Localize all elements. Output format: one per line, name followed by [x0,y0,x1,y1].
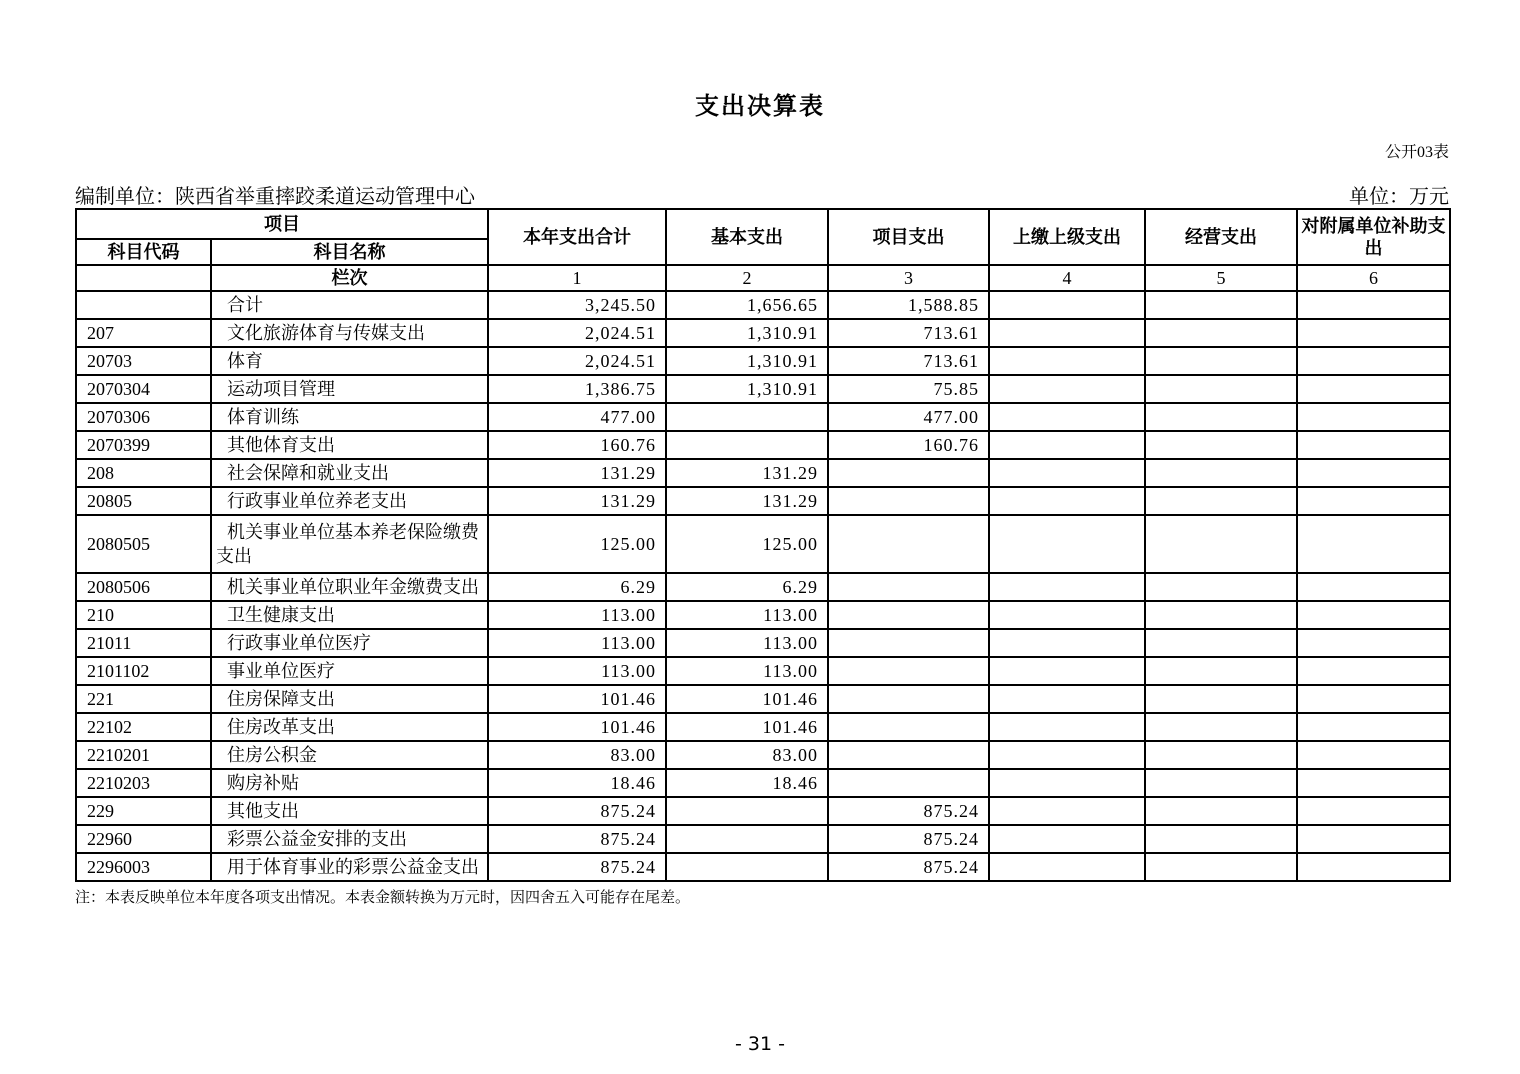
table-row [76,515,1450,573]
table-row [76,657,1450,685]
basic-expenditure-cell: 101.46 [666,713,828,741]
upper-level-cell [989,459,1145,487]
subject-name-cell: 合计 [211,291,488,319]
subsidy-cell [1297,741,1450,769]
upper-level-cell [989,487,1145,515]
basic-expenditure-cell: 113.00 [666,657,828,685]
upper-level-cell [989,797,1145,825]
total-expenditure-cell: 875.24 [488,853,666,881]
meta-row [75,180,1449,209]
project-expenditure-cell: 713.61 [828,347,989,375]
total-expenditure-cell: 875.24 [488,825,666,853]
header-col-operating: 经营支出 [1145,209,1297,265]
subject-code-cell: 21011 [76,629,211,657]
subject-name-cell: 住房改革支出 [211,713,488,741]
subject-name-cell: 运动项目管理 [211,375,488,403]
basic-expenditure-cell: 113.00 [666,601,828,629]
basic-expenditure-cell [666,431,828,459]
total-expenditure-cell: 3,245.50 [488,291,666,319]
operating-cell [1145,403,1297,431]
operating-cell [1145,657,1297,685]
subsidy-cell [1297,629,1450,657]
project-expenditure-cell [828,515,989,573]
header-col-project: 项目支出 [828,209,989,265]
subsidy-cell [1297,375,1450,403]
upper-level-cell [989,853,1145,881]
basic-expenditure-cell: 1,656.65 [666,291,828,319]
subject-code-cell: 207 [76,319,211,347]
header-col-upper: 上缴上级支出 [989,209,1145,265]
project-expenditure-cell [828,741,989,769]
upper-level-cell [989,601,1145,629]
header-col-total: 本年支出合计 [488,209,666,265]
upper-level-cell [989,713,1145,741]
table-row [76,347,1450,375]
operating-cell [1145,291,1297,319]
subject-code-cell: 2070304 [76,375,211,403]
table-row [76,825,1450,853]
upper-level-cell [989,657,1145,685]
project-expenditure-cell [828,459,989,487]
subject-code-cell: 221 [76,685,211,713]
subject-name-cell: 体育训练 [211,403,488,431]
subject-name-cell: 住房保障支出 [211,685,488,713]
subject-name-cell: 住房公积金 [211,741,488,769]
header-code: 科目代码 [76,239,211,265]
upper-level-cell [989,431,1145,459]
prepared-by-label: 编制单位：陕西省举重摔跤柔道运动管理中心 [75,186,475,208]
operating-cell [1145,853,1297,881]
subsidy-cell [1297,657,1450,685]
header-index-5: 5 [1145,265,1297,291]
subject-code-cell: 2070306 [76,403,211,431]
header-index-2: 2 [666,265,828,291]
operating-cell [1145,629,1297,657]
subsidy-cell [1297,403,1450,431]
subsidy-cell [1297,825,1450,853]
operating-cell [1145,713,1297,741]
project-expenditure-cell [828,769,989,797]
total-expenditure-cell: 875.24 [488,797,666,825]
subject-code-cell: 2080506 [76,573,211,601]
basic-expenditure-cell [666,853,828,881]
subject-code-cell: 229 [76,797,211,825]
upper-level-cell [989,573,1145,601]
subject-name-cell: 购房补贴 [211,769,488,797]
header-index-label: 栏次 [211,265,488,291]
table-row [76,601,1450,629]
subject-name-cell: 用于体育事业的彩票公益金支出 [211,853,488,881]
project-expenditure-cell [828,685,989,713]
upper-level-cell [989,629,1145,657]
subsidy-cell [1297,601,1450,629]
subsidy-cell [1297,319,1450,347]
subject-code-cell: 20703 [76,347,211,375]
subject-code-cell: 22960 [76,825,211,853]
table-row [76,685,1450,713]
header-index-1: 1 [488,265,666,291]
total-expenditure-cell: 477.00 [488,403,666,431]
upper-level-cell [989,825,1145,853]
project-expenditure-cell [828,487,989,515]
total-expenditure-cell: 2,024.51 [488,347,666,375]
operating-cell [1145,375,1297,403]
table-row [76,431,1450,459]
header-row-index [76,265,1450,291]
operating-cell [1145,431,1297,459]
subject-code-cell: 2070399 [76,431,211,459]
total-expenditure-cell: 131.29 [488,459,666,487]
subsidy-cell [1297,797,1450,825]
basic-expenditure-cell: 18.46 [666,769,828,797]
project-expenditure-cell [828,601,989,629]
basic-expenditure-cell: 1,310.91 [666,319,828,347]
total-expenditure-cell: 101.46 [488,713,666,741]
subsidy-cell [1297,459,1450,487]
subject-code-cell [76,291,211,319]
table-row [76,375,1450,403]
total-expenditure-cell: 113.00 [488,629,666,657]
subsidy-cell [1297,487,1450,515]
operating-cell [1145,741,1297,769]
subject-name-cell: 彩票公益金安排的支出 [211,825,488,853]
footnote: 注：本表反映单位本年度各项支出情况。本表金额转换为万元时，因四舍五入可能存在尾差。 [75,890,691,906]
operating-cell [1145,601,1297,629]
upper-level-cell [989,403,1145,431]
header-col-subsidy: 对附属单位补助支出 [1297,209,1450,265]
subject-name-cell: 社会保障和就业支出 [211,459,488,487]
total-expenditure-cell: 101.46 [488,685,666,713]
table-area [75,208,1449,907]
table-row [76,853,1450,881]
subsidy-cell [1297,515,1450,573]
project-expenditure-cell: 477.00 [828,403,989,431]
total-expenditure-cell: 6.29 [488,573,666,601]
subject-code-cell: 22102 [76,713,211,741]
operating-cell [1145,769,1297,797]
table-row [76,797,1450,825]
subject-name-cell: 卫生健康支出 [211,601,488,629]
upper-level-cell [989,685,1145,713]
subsidy-cell [1297,431,1450,459]
total-expenditure-cell: 131.29 [488,487,666,515]
subsidy-cell [1297,573,1450,601]
header-index-3: 3 [828,265,989,291]
upper-level-cell [989,769,1145,797]
header-col-basic: 基本支出 [666,209,828,265]
subject-name-cell: 其他支出 [211,797,488,825]
basic-expenditure-cell [666,797,828,825]
operating-cell [1145,515,1297,573]
total-expenditure-cell: 125.00 [488,515,666,573]
header-index-blank [76,265,211,291]
total-expenditure-cell: 160.76 [488,431,666,459]
subject-name-cell: 事业单位医疗 [211,657,488,685]
header-name: 科目名称 [211,239,488,265]
basic-expenditure-cell: 125.00 [666,515,828,573]
basic-expenditure-cell [666,825,828,853]
total-expenditure-cell: 18.46 [488,769,666,797]
subsidy-cell [1297,713,1450,741]
operating-cell [1145,797,1297,825]
total-expenditure-cell: 1,386.75 [488,375,666,403]
table-row [76,487,1450,515]
subject-name-cell: 行政事业单位养老支出 [211,487,488,515]
basic-expenditure-cell: 1,310.91 [666,347,828,375]
project-expenditure-cell: 160.76 [828,431,989,459]
basic-expenditure-cell: 113.00 [666,629,828,657]
total-expenditure-cell: 113.00 [488,601,666,629]
table-row [76,713,1450,741]
basic-expenditure-cell: 131.29 [666,487,828,515]
basic-expenditure-cell [666,403,828,431]
subject-name-cell: 行政事业单位医疗 [211,629,488,657]
project-expenditure-cell [828,629,989,657]
total-expenditure-cell: 83.00 [488,741,666,769]
operating-cell [1145,459,1297,487]
subsidy-cell [1297,685,1450,713]
subject-name-cell: 其他体育支出 [211,431,488,459]
basic-expenditure-cell: 83.00 [666,741,828,769]
form-code-label: 公开03表 [1384,144,1449,161]
subject-code-cell: 2296003 [76,853,211,881]
subsidy-cell [1297,291,1450,319]
basic-expenditure-cell: 101.46 [666,685,828,713]
header-index-4: 4 [989,265,1145,291]
expenditure-table [75,208,1451,882]
upper-level-cell [989,347,1145,375]
project-expenditure-cell [828,657,989,685]
table-row [76,629,1450,657]
subject-code-cell: 20805 [76,487,211,515]
operating-cell [1145,319,1297,347]
table-row [76,403,1450,431]
subsidy-cell [1297,347,1450,375]
table-row [76,319,1450,347]
project-expenditure-cell [828,713,989,741]
subject-code-cell: 2080505 [76,515,211,573]
subject-code-cell: 2210203 [76,769,211,797]
table-row [76,769,1450,797]
total-expenditure-cell: 113.00 [488,657,666,685]
project-expenditure-cell: 875.24 [828,825,989,853]
operating-cell [1145,487,1297,515]
page-title: 支出决算表 [695,94,825,120]
operating-cell [1145,573,1297,601]
header-row-group [76,209,1450,239]
table-body [76,291,1450,881]
subject-name-cell: 机关事业单位职业年金缴费支出 [211,573,488,601]
subsidy-cell [1297,853,1450,881]
operating-cell [1145,685,1297,713]
upper-level-cell [989,375,1145,403]
upper-level-cell [989,741,1145,769]
operating-cell [1145,347,1297,375]
project-expenditure-cell: 875.24 [828,853,989,881]
subject-code-cell: 2210201 [76,741,211,769]
project-expenditure-cell [828,573,989,601]
upper-level-cell [989,319,1145,347]
upper-level-cell [989,515,1145,573]
unit-label: 单位：万元 [1349,186,1449,208]
subject-code-cell: 210 [76,601,211,629]
total-expenditure-cell: 2,024.51 [488,319,666,347]
upper-level-cell [989,291,1145,319]
operating-cell [1145,825,1297,853]
table-row [76,459,1450,487]
subject-name-cell: 文化旅游体育与传媒支出 [211,319,488,347]
subject-name-cell: 机关事业单位基本养老保险缴费支出 [211,515,488,573]
project-expenditure-cell: 875.24 [828,797,989,825]
project-expenditure-cell: 713.61 [828,319,989,347]
table-row [76,741,1450,769]
subject-name-cell: 体育 [211,347,488,375]
subject-code-cell: 2101102 [76,657,211,685]
table-row [76,573,1450,601]
header-index-6: 6 [1297,265,1450,291]
header-project-group: 项目 [76,209,488,239]
subsidy-cell [1297,769,1450,797]
page-number: - 31 - [735,1033,785,1055]
subject-code-cell: 208 [76,459,211,487]
basic-expenditure-cell: 6.29 [666,573,828,601]
project-expenditure-cell: 75.85 [828,375,989,403]
basic-expenditure-cell: 1,310.91 [666,375,828,403]
project-expenditure-cell: 1,588.85 [828,291,989,319]
table-row [76,291,1450,319]
basic-expenditure-cell: 131.29 [666,459,828,487]
